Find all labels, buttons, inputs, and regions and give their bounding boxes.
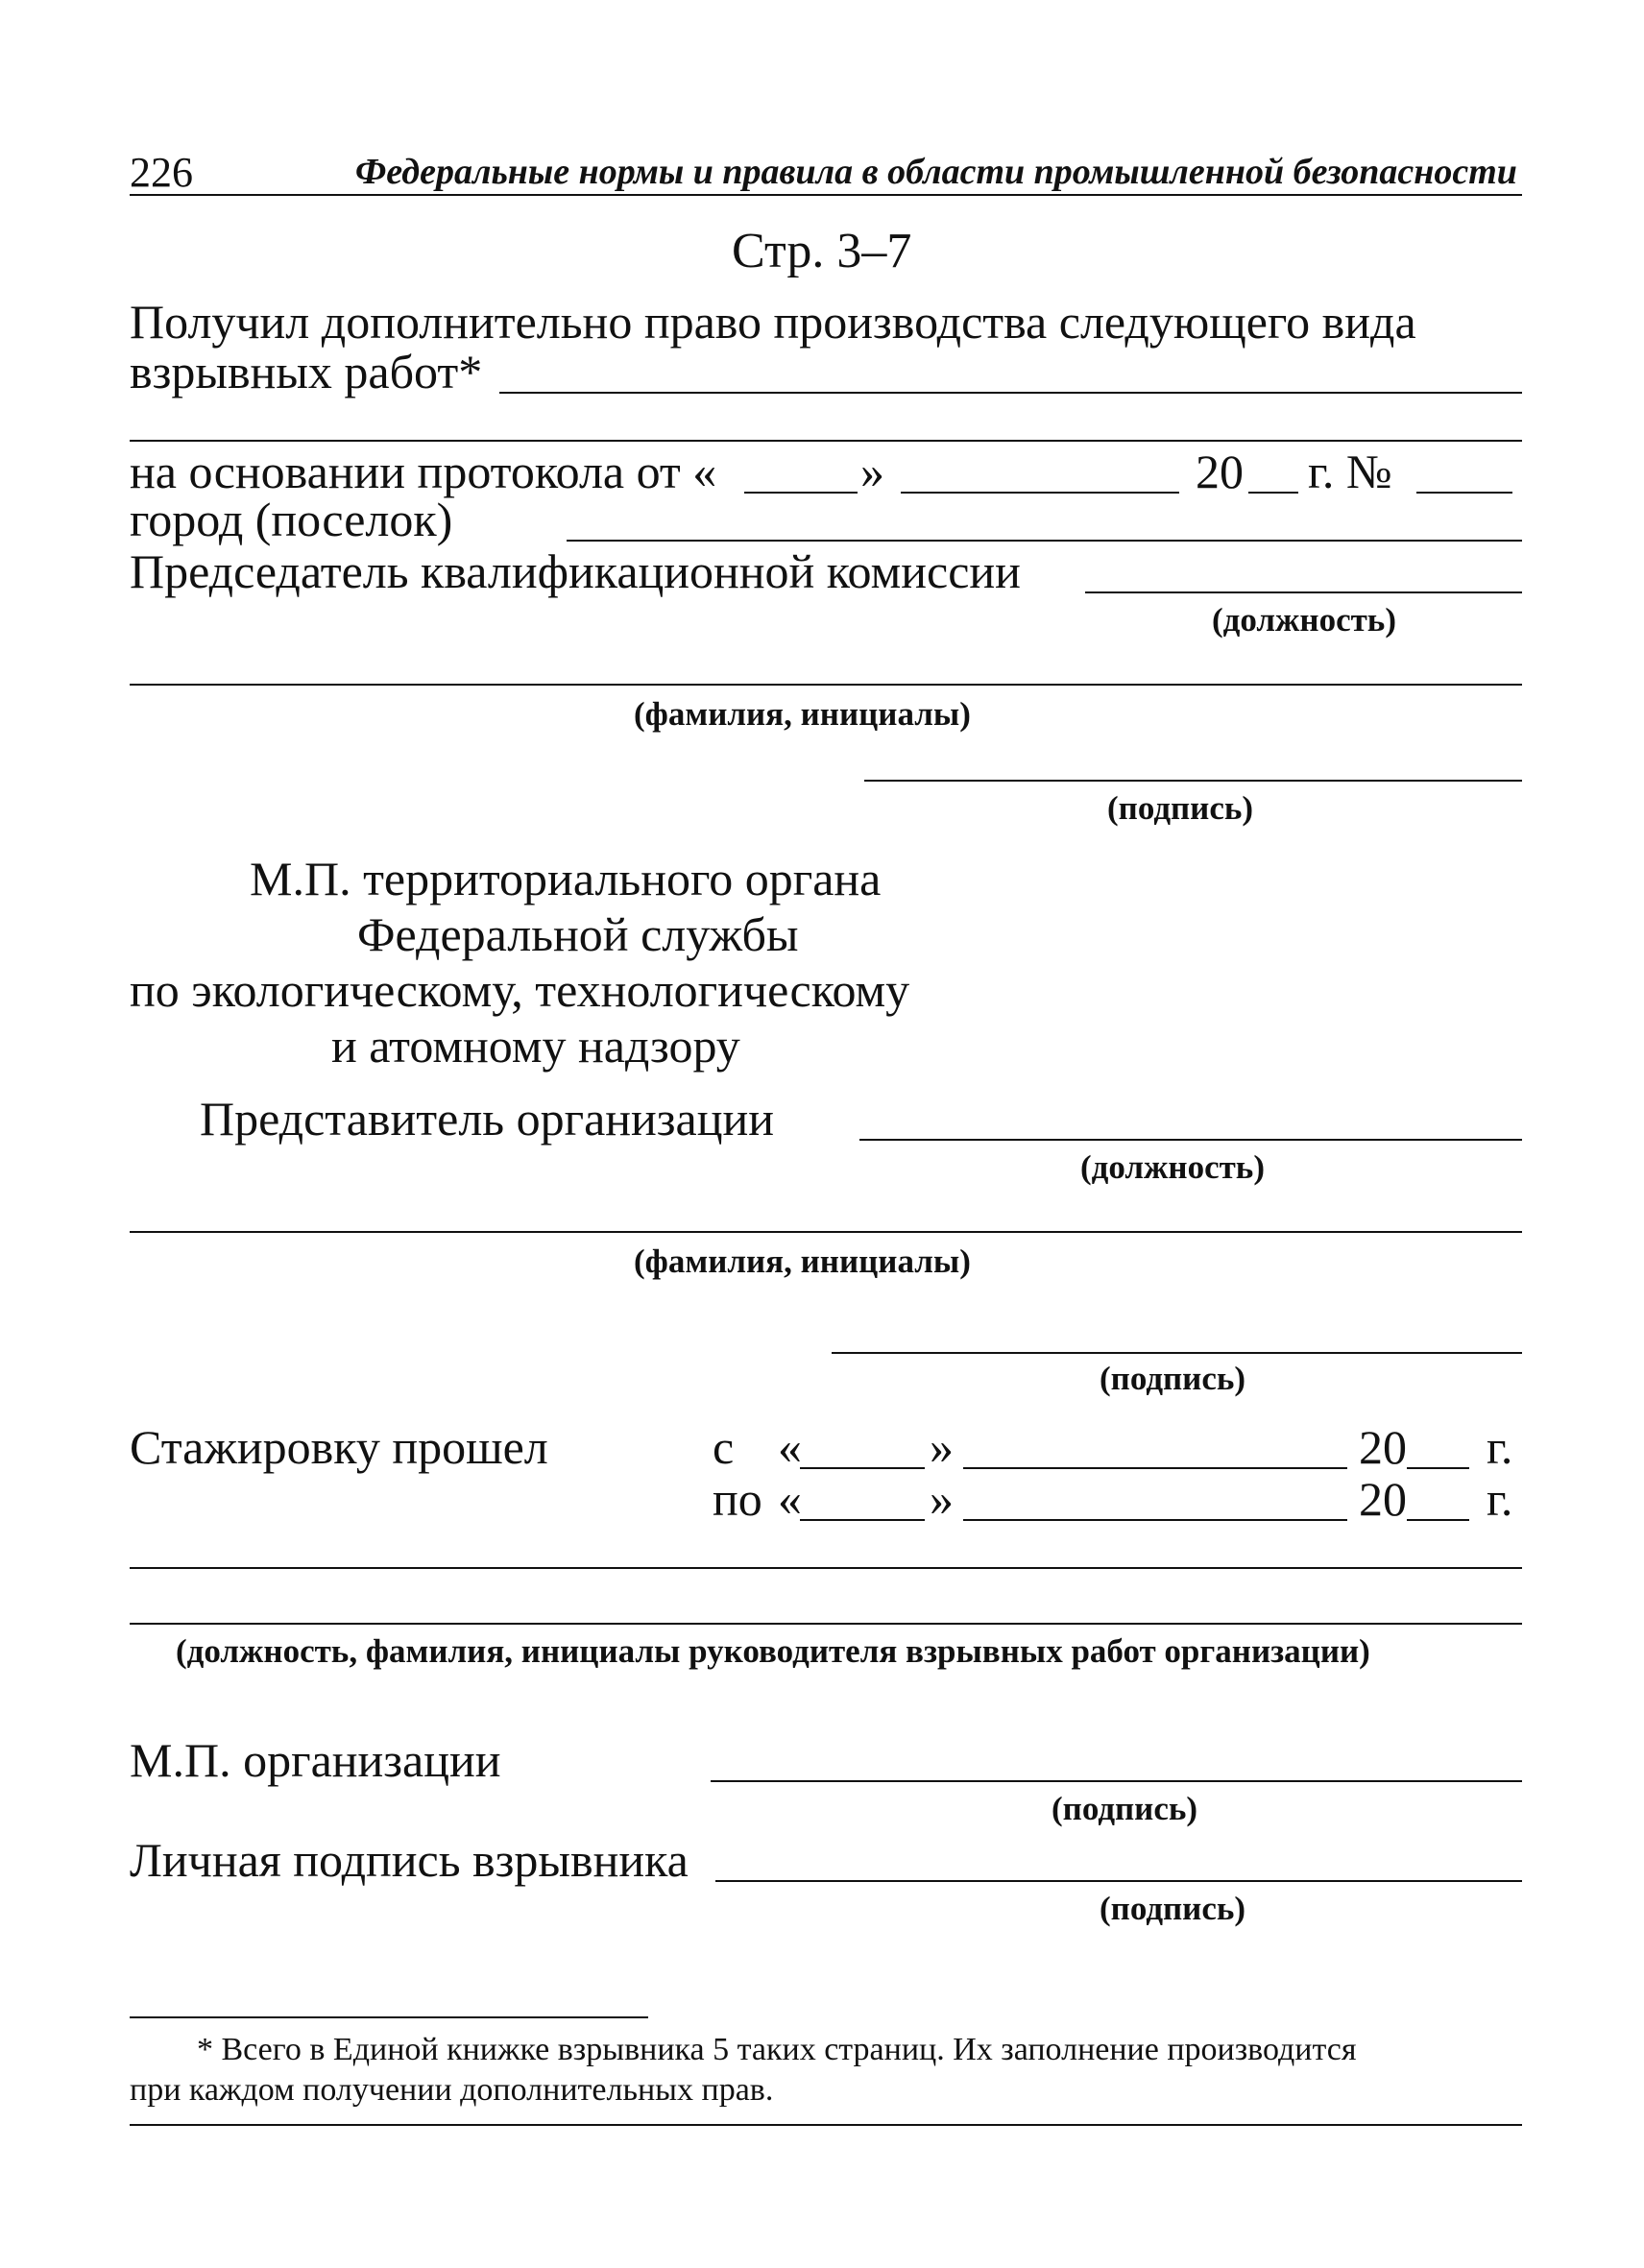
internship-label: Стажировку прошел	[130, 1420, 548, 1474]
running-title: Федеральные нормы и правила в области промышленной безопасности	[355, 152, 1517, 192]
personal-signature-label: Личная подпись взрывника	[130, 1833, 689, 1887]
chairman-signature-caption: (подпись)	[1107, 789, 1254, 827]
org-rep-signature-caption: (подпись)	[1100, 1360, 1246, 1397]
internship-to-open-quote: «	[778, 1472, 802, 1526]
internship-to-year-prefix: 20	[1359, 1472, 1407, 1526]
footnote-line-2: при каждом получении дополнительных прав.	[130, 2072, 774, 2108]
stamp-org-signature-caption: (подпись)	[1052, 1790, 1198, 1827]
personal-signature-field[interactable]	[715, 1880, 1522, 1882]
internship-from-year-suffix: г.	[1487, 1420, 1513, 1474]
org-rep-name-field[interactable]	[130, 1231, 1522, 1233]
city-field[interactable]	[567, 540, 1522, 542]
internship-to-prefix: по	[713, 1472, 762, 1526]
work-type-field[interactable]	[499, 392, 1522, 394]
chairman-signature-field[interactable]	[864, 780, 1522, 782]
page-label: Стр. 3–7	[732, 224, 912, 278]
protocol-close-quote: »	[860, 445, 884, 498]
stamp-territorial-line-1: М.П. территориального органа	[250, 852, 882, 905]
org-rep-position-field[interactable]	[859, 1139, 1522, 1141]
supervisor-field-line-1[interactable]	[130, 1567, 1522, 1569]
internship-to-month-field[interactable]	[963, 1519, 1347, 1521]
org-rep-signature-field[interactable]	[832, 1352, 1522, 1354]
protocol-number-field[interactable]	[1416, 492, 1512, 494]
city-label: город (поселок)	[130, 493, 453, 546]
protocol-year-field[interactable]	[1248, 492, 1298, 494]
supervisor-field-line-2[interactable]	[130, 1623, 1522, 1625]
stamp-territorial-line-3: по экологическому, технологическому	[130, 963, 910, 1017]
org-rep-name-caption: (фамилия, инициалы)	[634, 1243, 971, 1280]
internship-from-prefix: с	[713, 1420, 735, 1474]
stamp-territorial-line-2: Федеральной службы	[357, 907, 799, 961]
stamp-org-signature-field[interactable]	[711, 1780, 1522, 1782]
protocol-month-field[interactable]	[901, 492, 1179, 494]
internship-to-year-suffix: г.	[1487, 1472, 1513, 1526]
chairman-label: Председатель квалификационной комиссии	[130, 544, 1021, 598]
internship-from-close-quote: »	[930, 1420, 954, 1474]
footnote-line-1: * Всего в Единой книжке взрывника 5 таких страниц. Их заполнение производится	[197, 2032, 1357, 2067]
work-type-field-cont[interactable]	[130, 440, 1522, 442]
chairman-name-caption: (фамилия, инициалы)	[634, 695, 971, 733]
protocol-number-label: г. №	[1308, 445, 1392, 498]
chairman-name-field[interactable]	[130, 684, 1522, 686]
chairman-position-caption: (должность)	[1212, 601, 1396, 639]
stamp-org-label: М.П. организации	[130, 1733, 501, 1787]
header-rule	[130, 194, 1522, 196]
internship-from-day-field[interactable]	[800, 1467, 925, 1469]
page-number: 226	[130, 149, 193, 196]
chairman-position-field[interactable]	[1085, 591, 1522, 593]
internship-from-year-prefix: 20	[1359, 1420, 1407, 1474]
personal-signature-caption: (подпись)	[1100, 1890, 1246, 1927]
internship-to-day-field[interactable]	[800, 1519, 925, 1521]
internship-from-open-quote: «	[778, 1420, 802, 1474]
stamp-territorial-line-4: и атомному надзору	[331, 1019, 740, 1073]
protocol-year-prefix: 20	[1196, 445, 1244, 498]
org-rep-label: Представитель организации	[200, 1092, 775, 1146]
internship-to-close-quote: »	[930, 1472, 954, 1526]
protocol-day-field[interactable]	[744, 492, 858, 494]
footnote-separator	[130, 2016, 648, 2018]
footer-rule	[130, 2124, 1522, 2126]
intro-line-2: взрывных работ*	[130, 345, 483, 398]
intro-line-1: Получил дополнительно право производства следующего вида	[130, 295, 1416, 349]
org-rep-position-caption: (должность)	[1080, 1148, 1265, 1186]
internship-from-month-field[interactable]	[963, 1467, 1347, 1469]
internship-from-year-field[interactable]	[1407, 1467, 1469, 1469]
supervisor-caption: (должность, фамилия, инициалы руководителя взрывных работ организации)	[176, 1632, 1370, 1670]
protocol-label: на основании протокола от «	[130, 445, 717, 498]
internship-to-year-field[interactable]	[1407, 1519, 1469, 1521]
